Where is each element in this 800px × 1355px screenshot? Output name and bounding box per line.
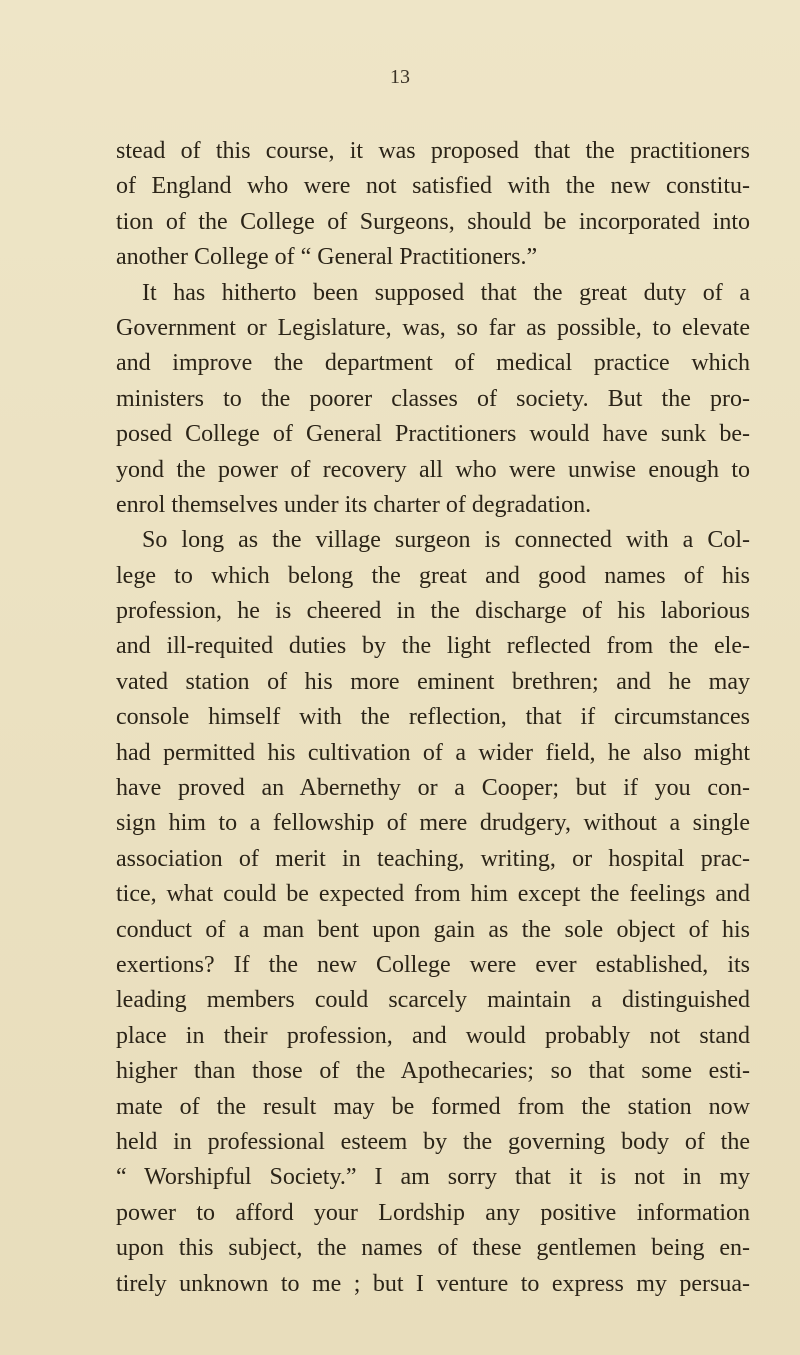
text-line: exertions? If the new College were ever established, its bbox=[116, 951, 750, 978]
text-line: enrol themselves under its charter of degradation. bbox=[116, 491, 592, 518]
text-line: tion of the College of Surgeons, should be incorporated into bbox=[116, 208, 750, 235]
text-line: It has hitherto been supposed that the great duty of a bbox=[142, 279, 750, 306]
text-line: mate of the result may be formed from the station now bbox=[116, 1093, 750, 1120]
text-line: conduct of a man bent upon gain as the sole object of his bbox=[116, 916, 750, 943]
text-line: power to afford your Lordship any positive information bbox=[116, 1199, 750, 1226]
text-line: tirely unknown to me ; but I venture to express my persua- bbox=[116, 1270, 750, 1297]
text-line: had permitted his cultivation of a wider field, he also might bbox=[116, 739, 750, 766]
text-line: another College of “ General Practitioners.” bbox=[116, 244, 538, 271]
text-line: “ Worshipful Society.” I am sorry that it is not in my bbox=[116, 1164, 750, 1191]
text-line: association of merit in teaching, writing, or hospital prac- bbox=[116, 845, 750, 872]
text-line: held in professional esteem by the governing body of the bbox=[116, 1128, 750, 1155]
text-line: tice, what could be expected from him except the feelings and bbox=[116, 881, 750, 908]
body-text bbox=[116, 134, 750, 1302]
text-line: have proved an Abernethy or a Cooper; but if you con- bbox=[116, 775, 750, 802]
text-line: leading members could scarcely maintain a distinguished bbox=[116, 987, 750, 1014]
text-line: of England who were not satisfied with the new constitu- bbox=[116, 173, 750, 200]
text-line: So long as the village surgeon is connected with a Col- bbox=[142, 527, 750, 554]
text-line: Government or Legislature, was, so far as possible, to elevate bbox=[116, 314, 750, 341]
page-number: 13 bbox=[390, 66, 410, 88]
text-line: yond the power of recovery all who were unwise enough to bbox=[116, 456, 750, 483]
paragraph bbox=[116, 134, 750, 276]
text-line: place in their profession, and would probably not stand bbox=[116, 1022, 750, 1049]
text-line: sign him to a fellowship of mere drudgery, without a single bbox=[116, 810, 750, 837]
text-line: upon this subject, the names of these gentlemen being en- bbox=[116, 1235, 750, 1262]
text-line: console himself with the reflection, that if circumstances bbox=[116, 704, 750, 731]
text-line: and improve the department of medical practice which bbox=[116, 350, 750, 377]
text-line: higher than those of the Apothecaries; so that some esti- bbox=[116, 1058, 750, 1085]
text-line: ministers to the poorer classes of society. But the pro- bbox=[116, 385, 750, 412]
text-line: vated station of his more eminent brethren; and he may bbox=[116, 668, 750, 695]
text-line: posed College of General Practitioners would have sunk be- bbox=[116, 421, 750, 448]
paragraph bbox=[116, 523, 750, 1302]
text-line: and ill-requited duties by the light reflected from the ele- bbox=[116, 633, 750, 660]
paragraph bbox=[116, 276, 750, 524]
text-line: lege to which belong the great and good names of his bbox=[116, 562, 750, 589]
text-line: profession, he is cheered in the discharge of his laborious bbox=[116, 598, 750, 625]
text-line: stead of this course, it was proposed that the practitioners bbox=[116, 138, 750, 164]
